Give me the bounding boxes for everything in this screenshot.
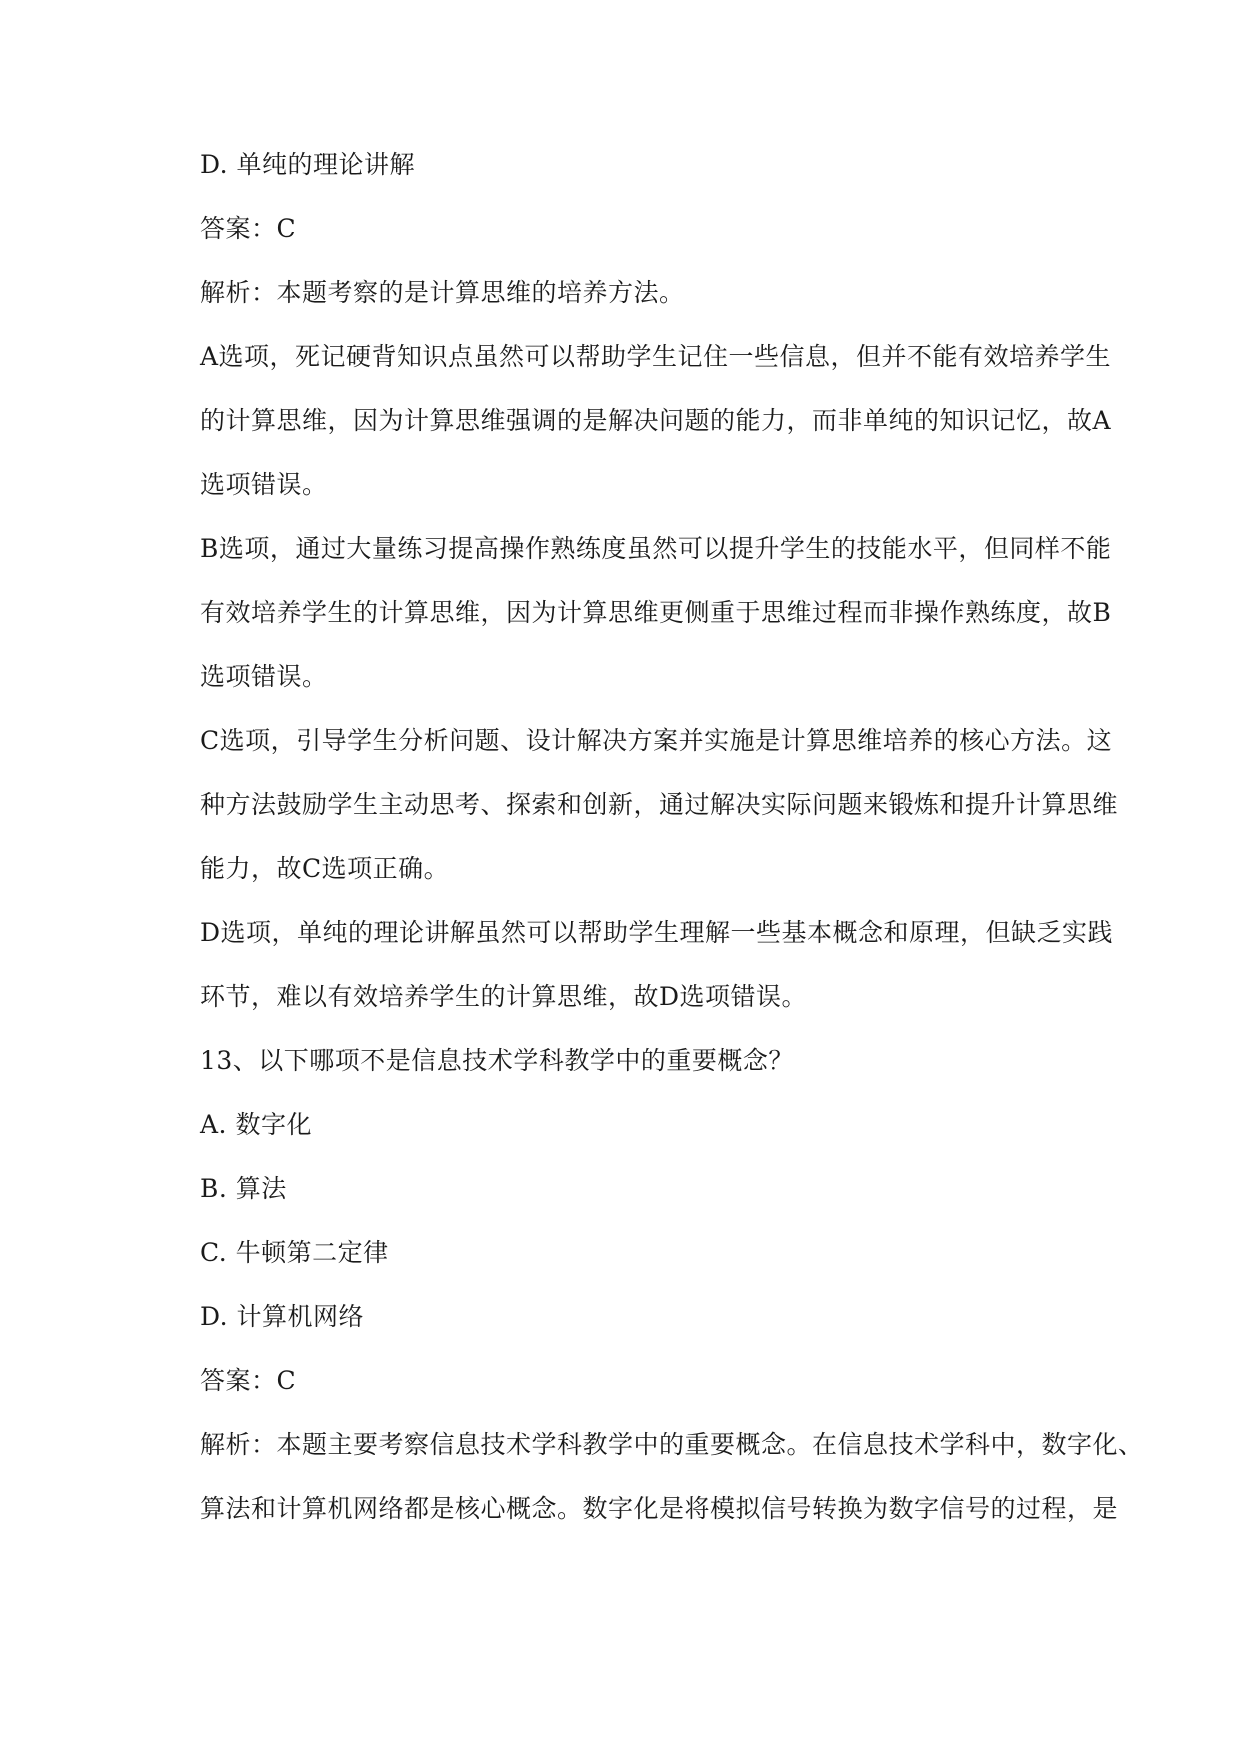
answer-text: 答案：C (200, 1366, 297, 1395)
option-a-text: A. 数字化 (200, 1110, 312, 1139)
analysis-paragraph-line: 有效培养学生的计算思维，因为计算思维更侧重于思维过程而非操作熟练度，故B (200, 598, 1112, 627)
analysis-paragraph-line: C选项，引导学生分析问题、设计解决方案并实施是计算思维培养的核心方法。这 (200, 726, 1113, 755)
analysis-paragraph-line: A选项，死记硬背知识点虽然可以帮助学生记住一些信息，但并不能有效培养学生 (200, 342, 1112, 371)
answer-text: 答案：C (200, 214, 297, 243)
analysis-paragraph-line: 种方法鼓励学生主动思考、探索和创新，通过解决实际问题来锻炼和提升计算思维 (200, 790, 1119, 819)
analysis-paragraph-line: 解析：本题主要考察信息技术学科教学中的重要概念。在信息技术学科中，数字化、 (200, 1430, 1144, 1459)
analysis-paragraph-line: 算法和计算机网络都是核心概念。数字化是将模拟信号转换为数字信号的过程，是 (200, 1494, 1119, 1523)
analysis-intro: 解析：本题考察的是计算思维的培养方法。 (200, 278, 685, 307)
option-b-text: B. 算法 (200, 1174, 287, 1203)
option-c-text: C. 牛顿第二定律 (200, 1238, 389, 1267)
analysis-paragraph-line: 选项错误。 (200, 470, 328, 499)
option-d-text: D. 计算机网络 (200, 1302, 365, 1331)
option-d-text: D. 单纯的理论讲解 (200, 150, 416, 179)
analysis-paragraph-line: 环节，难以有效培养学生的计算思维，故D选项错误。 (200, 982, 808, 1011)
question-13-title: 13、以下哪项不是信息技术学科教学中的重要概念？ (200, 1046, 794, 1075)
analysis-paragraph-line: D选项，单纯的理论讲解虽然可以帮助学生理解一些基本概念和原理，但缺乏实践 (200, 918, 1114, 947)
analysis-paragraph-line: B选项，通过大量练习提高操作熟练度虽然可以提升学生的技能水平，但同样不能 (200, 534, 1112, 563)
analysis-paragraph-line: 的计算思维，因为计算思维强调的是解决问题的能力，而非单纯的知识记忆，故A (200, 406, 1112, 435)
analysis-paragraph-line: 选项错误。 (200, 662, 328, 691)
analysis-paragraph-line: 能力，故C选项正确。 (200, 854, 450, 883)
